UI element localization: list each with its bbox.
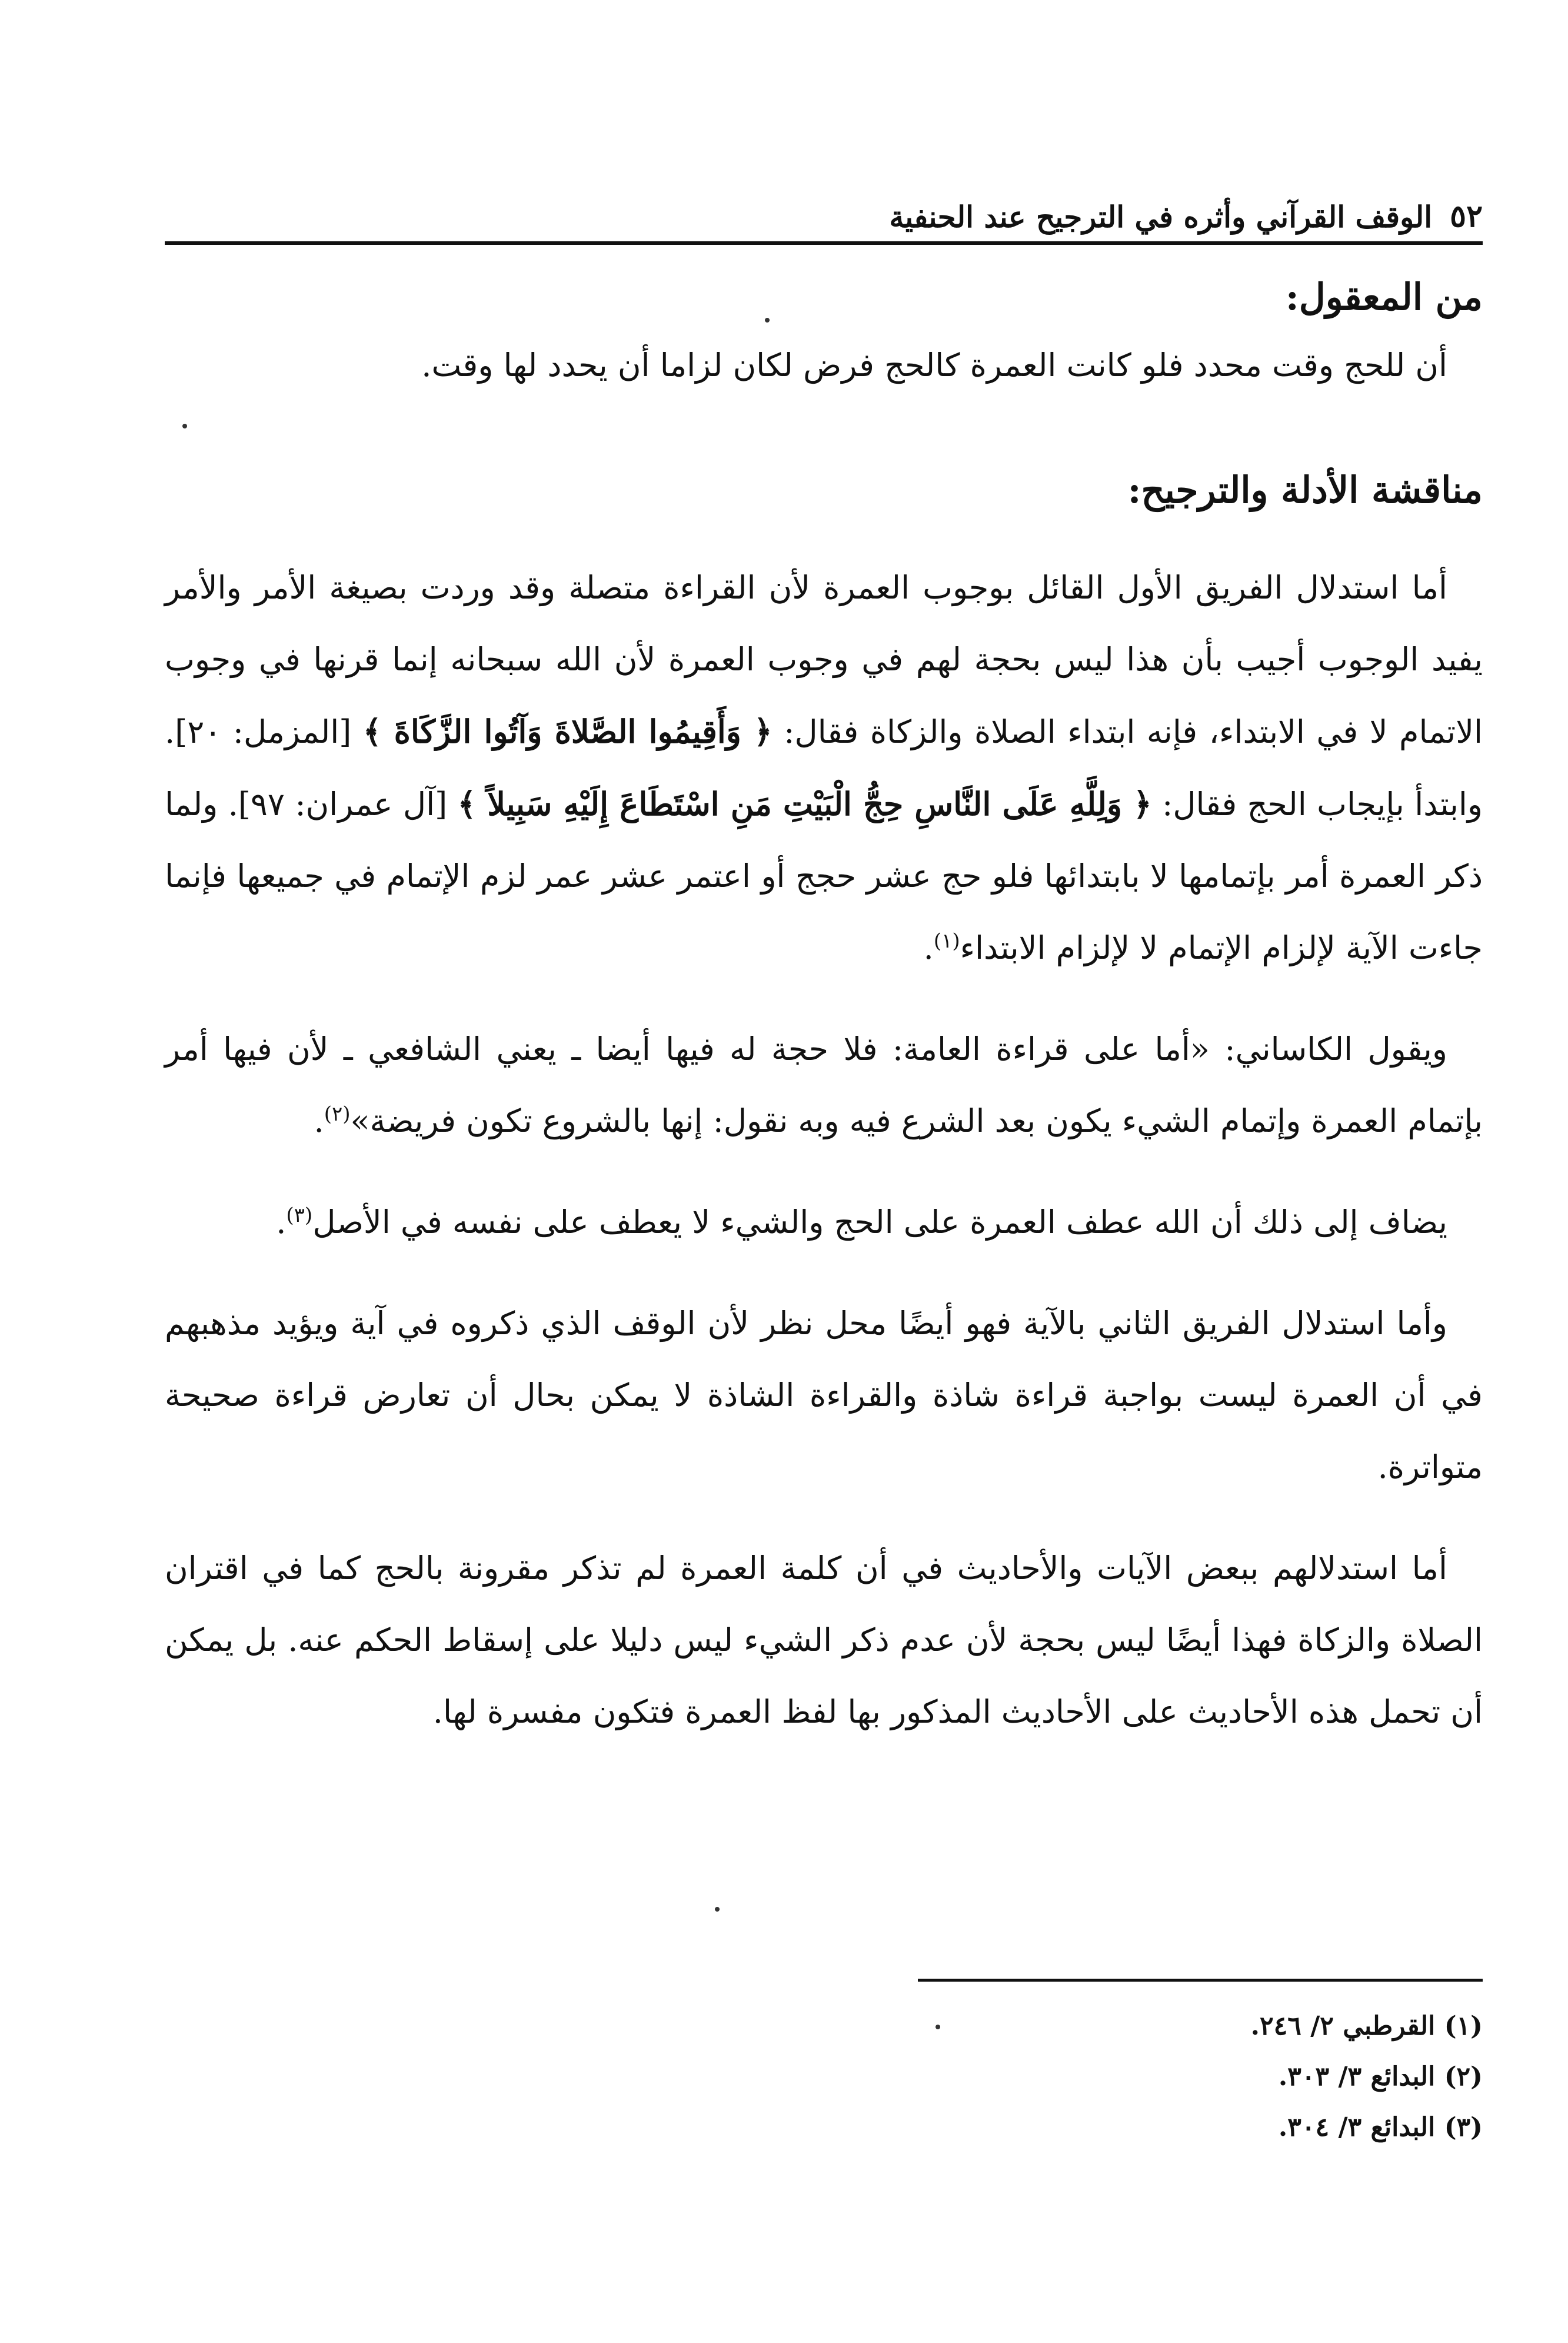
- verse-reference: [آل عمران: ٩٧]. ولما ذكر العمرة أمر بإتمامها لا بابتدائها فلو حج عشر حجج أو اعتمر عشر عمر لزم الإتمام في جميعها فإنما جاءت الآية لإلزام الإتمام لا لإلزام الابتداء: [165, 786, 1483, 966]
- page-header: [165, 177, 1483, 245]
- page-body: [165, 265, 1483, 1748]
- section-heading-reason: من المعقول:: [1285, 275, 1483, 318]
- quran-verse: ﴿ وَأَقِيمُوا الصَّلاةَ وَآتُوا الزَّكَاةَ ﴾: [362, 713, 773, 750]
- paragraph-end: .: [314, 1102, 324, 1139]
- paragraph-addition: [165, 1187, 1483, 1258]
- paragraph-end: .: [276, 1204, 287, 1241]
- footnote-marker: (١): [933, 929, 960, 953]
- footnote-divider: [918, 1979, 1483, 1982]
- scan-speck: [182, 424, 187, 428]
- quran-verse: ﴿ وَلِلَّهِ عَلَى النَّاسِ حِجُّ الْبَيْتِ مَنِ اسْتَطَاعَ إِلَيْهِ سَبِيلاً ﴾: [457, 785, 1152, 823]
- footnote-item: (٢) البدائع ٣/ ٣٠٣.: [1278, 2062, 1483, 2092]
- scan-speck: [936, 2025, 940, 2029]
- verse-reference: [المزمل: ٢٠]. وابتدأ بإيجاب الحج فقال:: [165, 713, 1483, 823]
- paragraph-text: ويقول الكاساني: «أما على قراءة العامة: فلا حجة له فيها أيضا ـ يعني الشافعي ـ لأن فيها أمر بإتمام العمرة وإتمام الشيء يكون بعد الشرع فيه وبه نقول: إنها بالشروع تكون فريضة»: [165, 1031, 1483, 1139]
- running-title: الوقف القرآني وأثره في الترجيح عند الحنفية: [889, 200, 1433, 234]
- paragraph-first-group: [165, 552, 1483, 984]
- footnote-item: (١) القرطبي ٢/ ٢٤٦.: [1250, 2011, 1483, 2041]
- paragraph-kasani: [165, 1013, 1483, 1157]
- paragraph-reason: أن للحج وقت محدد فلو كانت العمرة كالحج فرض لكان لزاما أن يحدد لها وقت.: [421, 347, 1447, 384]
- footnote-marker: (٣): [286, 1204, 313, 1227]
- paragraph-end: .: [923, 929, 934, 966]
- scan-speck: [765, 318, 770, 323]
- paragraph-text: أما استدلال الفريق الأول القائل بوجوب العمرة لأن القراءة متصلة وقد وردت بصيغة الأمر والأمر يفيد الوجوب أجيب بأن هذا ليس بحجة لهم في وجوب العمرة لأن الله سبحانه إنما قرنها في وجوب الاتمام لا في الابتداء، فإنه ابتداء الصلاة والزكاة فقال:: [165, 569, 1483, 750]
- footnote-item: (٣) البدائع ٣/ ٣٠٤.: [1278, 2112, 1483, 2142]
- paragraph-hadith: أما استدلالهم ببعض الآيات والأحاديث في أن كلمة العمرة لم تذكر مقرونة بالحج كما في اقتران الصلاة والزكاة فهذا أيضًا ليس بحجة لأن عدم ذكر الشيء ليس دليلا على إسقاط الحكم عنه. بل يمكن أن تحمل هذه الأحاديث على الأحاديث المذكور بها لفظ العمرة فتكون مفسرة لها.: [165, 1550, 1483, 1730]
- paragraph-second-group: وأما استدلال الفريق الثاني بالآية فهو أيضًا محل نظر لأن الوقف الذي ذكروه في آية ويؤيد مذهبهم في أن العمرة ليست بواجبة قراءة شاذة والقراءة الشاذة لا يمكن بحال أن تعارض قراءة صحيحة متواترة.: [165, 1305, 1483, 1485]
- page-number: ٥٢: [1450, 198, 1483, 234]
- footnotes: [918, 2001, 1483, 2153]
- footnote-marker: (٢): [324, 1102, 351, 1126]
- paragraph-text: يضاف إلى ذلك أن الله عطف العمرة على الحج والشيء لا يعطف على نفسه في الأصل: [312, 1204, 1447, 1241]
- section-heading-discussion: مناقشة الأدلة والترجيح:: [1127, 468, 1483, 511]
- scan-speck: [715, 1907, 720, 1912]
